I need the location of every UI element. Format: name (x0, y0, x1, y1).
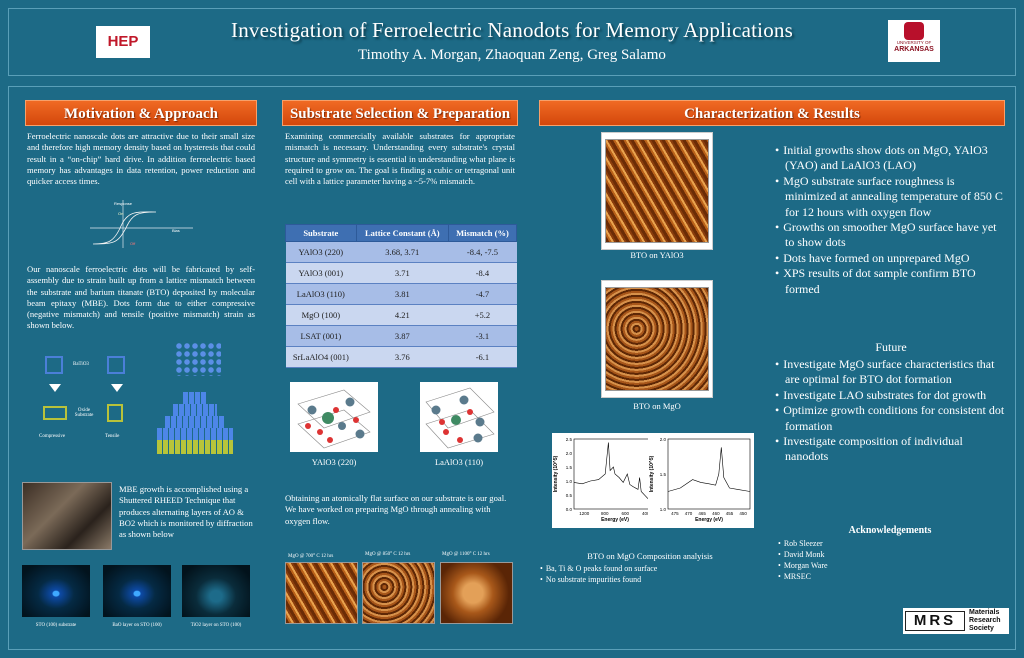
mrs-logo-line2: Research (969, 617, 1001, 624)
crystal-caption-laalo3: LaAlO3 (110) (434, 457, 484, 467)
y-tick-label: 0.0 (565, 507, 572, 512)
hysteresis-bias-label: Bias (172, 228, 180, 233)
motivation-para2: Our nanoscale ferroelectric dots will be fabricated by self-assembly due to strain built up from a lattice mismatch between the substrate and barium titanate (BTO) deposited by molecular beam epitaxy (MBE). Dots form due to either compressive (negative mismatch) and tensile (positive mismatch) strain as shown below. (27, 264, 255, 331)
afm-mgo-850 (362, 562, 435, 624)
x-axis-label: Energy (eV) (695, 517, 723, 523)
results-bullet: • MgO substrate surface roughness is minimized at annealing temperature of 850 C for 12 hours with oxygen flow (775, 174, 1007, 220)
mbe-photo (22, 482, 112, 550)
xps-survey-chart (552, 433, 660, 528)
rheed-caption-1: STO (100) substrate (35, 623, 77, 628)
rheed-image-3 (182, 565, 250, 617)
future-bullets (775, 357, 1007, 465)
afm-caption-yalo3: BTO on YAlO3 (630, 250, 684, 260)
table-row (286, 263, 517, 284)
table-cell: 3.68, 3.71 (356, 242, 448, 263)
future-bullet: • Optimize growth conditions for consistent dot formation (775, 403, 1007, 434)
rheed-image-2 (103, 565, 171, 617)
bato3-label: BaTiO3 (73, 362, 89, 367)
anneal-caption-700: MgO @ 700° C 12 hrs (288, 554, 334, 559)
table-cell: +5.2 (448, 305, 516, 326)
x-tick-label: 475 (671, 511, 679, 516)
x-tick-label: 1200 (579, 511, 590, 516)
table-cell: -8.4, -7.5 (448, 242, 516, 263)
crystal-structure-laalo3 (420, 382, 498, 452)
rheed-caption-2: BaO layer on STO (100) (112, 623, 162, 628)
future-bullet: • Investigate MgO surface characteristics that are optimal for BTO dot formation (775, 357, 1007, 388)
xps-ba-peak-chart (648, 433, 754, 528)
strained-cell-compressive (43, 406, 67, 420)
table-row (286, 347, 517, 368)
table-cell: -4.7 (448, 284, 516, 305)
y-tick-label: 2.0 (565, 451, 572, 456)
table-cell: LaAlO3 (110) (286, 284, 357, 305)
table-header-lattice: Lattice Constant (Å) (356, 225, 448, 242)
y-tick-label: 2.5 (565, 437, 572, 442)
x-tick-label: 600 (621, 511, 630, 516)
table-cell: LSAT (001) (286, 326, 357, 347)
poster-title: Investigation of Ferroelectric Nanodots for Memory Applications (231, 18, 793, 42)
y-tick-label: 1.0 (565, 479, 572, 484)
poster-authors: Timothy A. Morgan, Zhaoquan Zeng, Greg Salamo (358, 47, 666, 63)
table-row (286, 305, 517, 326)
table-row (286, 326, 517, 347)
hysteresis-off-label: Off (130, 241, 136, 246)
table-cell: 4.21 (356, 305, 448, 326)
xps-spectrum-line (668, 447, 750, 491)
table-cell: 3.87 (356, 326, 448, 347)
x-axis-label: Energy (eV) (601, 517, 629, 523)
y-tick-label: 1.5 (565, 465, 572, 470)
table-cell: YAlO3 (001) (286, 263, 357, 284)
future-heading: Future (875, 340, 907, 354)
afm-bto-yalo3-frame (601, 132, 713, 250)
compressive-label: Compressive (39, 434, 66, 439)
tensile-label: Tensile (105, 434, 120, 439)
y-axis-label: Intensity (10^5) (553, 455, 559, 493)
ack-heading: Acknowledgements (848, 525, 932, 536)
table-cell: -8.4 (448, 263, 516, 284)
xps-bullet: • No substrate impurities found (540, 574, 760, 585)
mrs-logo-letters: MRS (905, 611, 965, 631)
substrate-para2: Obtaining an atomically flat surface on our substrate is our goal. We have worked on preparing MgO through annealing with oxygen flow. (285, 493, 507, 526)
mrs-logo (903, 608, 1009, 634)
substrate-para1: Examining commercially available substrates for appropriate mismatch is necessary. Understanding every substrate's crystal structure and symmetry is essential in understanding what plane is required to grow on. The goal is finding a cubic or tetragonal unit cell with a lattice parameter having a ~5-7% mismatch. (285, 131, 515, 187)
ack-item: • MRSEC (778, 571, 898, 582)
y-axis-label: Intensity (10^5) (649, 455, 655, 493)
anneal-caption-1100: MgO @ 1100° C 12 hrs (442, 552, 490, 557)
strain-diagram (35, 350, 255, 470)
x-tick-label: 460 (712, 511, 720, 516)
afm-caption-mgo: BTO on MgO (633, 401, 681, 411)
table-header-mismatch: Mismatch (%) (448, 225, 516, 242)
unit-cell-top-left (45, 356, 63, 374)
future-bullet: • Investigate LAO substrates for dot growth (775, 388, 1007, 403)
results-heading: Characterization & Results (539, 100, 1005, 126)
results-bullets (775, 143, 1007, 297)
hysteresis-on-label: On (118, 211, 124, 216)
strained-cell-tensile (107, 404, 123, 422)
future-bullet: • Investigate composition of individual nanodots (775, 434, 1007, 465)
pyramid-dot-stack (157, 392, 233, 454)
results-bullet: • Dots have formed on unprepared MgO (775, 251, 1007, 266)
x-tick-label: 455 (725, 511, 734, 516)
table-cell: SrLaAlO4 (001) (286, 347, 357, 368)
ack-list (778, 538, 898, 582)
y-tick-label: 2.0 (659, 437, 666, 442)
hysteresis-response-label: Response (114, 201, 133, 206)
ack-item: • Morgan Ware (778, 560, 898, 571)
rheed-image-1 (22, 565, 90, 617)
y-tick-label: 1.5 (659, 472, 666, 477)
results-bullet: • Growths on smoother MgO surface have yet to show dots (775, 220, 1007, 251)
x-tick-label: 400 (641, 511, 650, 516)
lattice-dots-cluster (175, 342, 221, 376)
afm-mgo-1100 (440, 562, 513, 624)
arkansas-logo-line1: UNIVERSITY OF (896, 40, 932, 45)
arrow-down-icon-left (49, 384, 61, 392)
unit-cell-top-right (107, 356, 125, 374)
crystal-caption-yalo3: YAlO3 (220) (311, 457, 357, 467)
afm-bto-mgo (605, 287, 709, 391)
table-cell: -6.1 (448, 347, 516, 368)
motivation-heading: Motivation & Approach (25, 100, 257, 126)
hep-logo-text: HEP (107, 33, 139, 50)
afm-mgo-700 (285, 562, 358, 624)
table-cell: 3.76 (356, 347, 448, 368)
x-tick-label: 800 (600, 511, 609, 516)
razorback-icon (904, 22, 924, 40)
substrate-heading: Substrate Selection & Preparation (282, 100, 518, 126)
table-header-row (286, 225, 517, 242)
y-tick-label: 1.0 (659, 507, 666, 512)
mrs-logo-line1: Materials (969, 609, 1000, 616)
xps-bullets (540, 563, 760, 585)
mbe-text: MBE growth is accomplished using a Shuttered RHEED Technique that produces alternating layers of AO & BO2 which is monitored by diffraction as shown below (119, 484, 253, 540)
oxide-substrate-label: Oxide Substrate (74, 408, 94, 418)
crystal-structure-yalo3 (290, 382, 378, 452)
x-tick-label: 470 (684, 511, 693, 516)
table-cell: -3.1 (448, 326, 516, 347)
x-tick-label: 450 (739, 511, 747, 516)
arkansas-logo (888, 20, 940, 62)
table-header-substrate: Substrate (286, 225, 357, 242)
results-bullet: • Initial growths show dots on MgO, YAlO3 (YAO) and LaAlO3 (LAO) (775, 143, 1007, 174)
results-bullet: • XPS results of dot sample confirm BTO formed (775, 266, 1007, 297)
plot-frame (668, 439, 750, 509)
xps-caption: BTO on MgO Composition analyisis (587, 551, 713, 561)
xps-bullet: • Ba, Ti & O peaks found on surface (540, 563, 760, 574)
anneal-caption-850: MgO @ 850° C 12 hrs (365, 552, 411, 557)
table-cell: 3.71 (356, 263, 448, 284)
ack-item: • David Monk (778, 549, 898, 560)
ack-item: • Rob Sleezer (778, 538, 898, 549)
table-cell: YAlO3 (220) (286, 242, 357, 263)
table-row (286, 284, 517, 305)
x-tick-label: 465 (698, 511, 706, 516)
mrs-logo-line3: Society (969, 625, 994, 632)
substrate-table (285, 224, 517, 368)
motivation-para1: Ferroelectric nanoscale dots are attractive due to their small size and therefore high memory density based on hysteresis that could result in a “on-chip” hard drive. In addition ferroelectric based memory has advantages in data retention, power reduction and quicker access times. (27, 131, 255, 187)
arrow-down-icon-right (111, 384, 123, 392)
y-tick-label: 0.5 (565, 493, 572, 498)
table-cell: MgO (100) (286, 305, 357, 326)
arkansas-logo-line2: ARKANSAS (894, 46, 934, 53)
afm-bto-mgo-frame (601, 280, 713, 398)
hysteresis-diagram (88, 198, 198, 250)
table-row (286, 242, 517, 263)
xps-spectrum-line (574, 443, 656, 501)
afm-bto-yalo3 (605, 139, 709, 243)
table-cell: 3.81 (356, 284, 448, 305)
rheed-caption-3: TiO2 layer on STO (100) (190, 623, 242, 628)
